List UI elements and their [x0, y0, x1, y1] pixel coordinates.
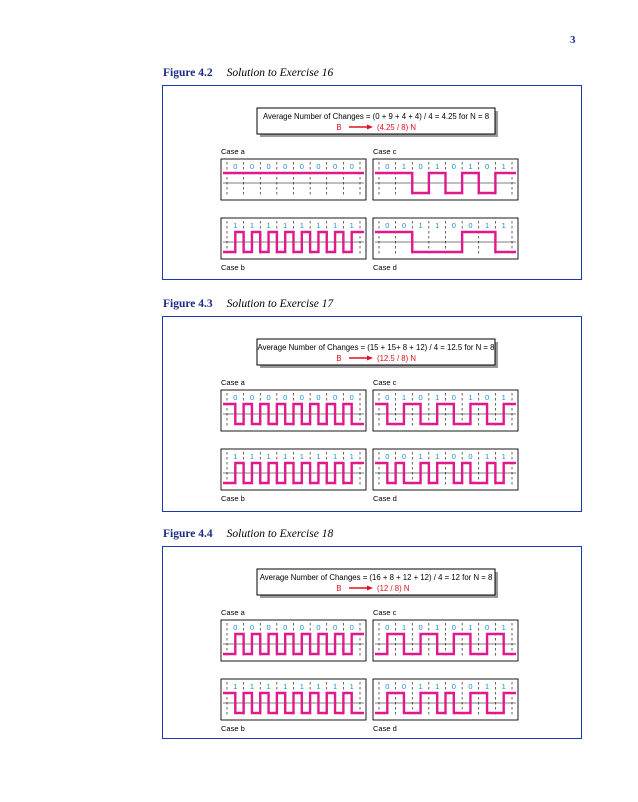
signal-waveform — [223, 463, 364, 483]
bit-value: 1 — [233, 221, 238, 230]
bit-value: 0 — [266, 162, 271, 171]
bandwidth-symbol: B — [336, 584, 342, 593]
figure-title: Solution to Exercise 17 — [226, 298, 334, 310]
bit-value: 0 — [484, 162, 490, 171]
case-label: Case b — [221, 724, 245, 733]
bit-value: 1 — [299, 221, 304, 230]
bit-value: 1 — [283, 682, 288, 691]
figure-caption-4-2 — [163, 67, 333, 79]
bit-value: 1 — [484, 221, 490, 230]
case-label: Case a — [221, 378, 245, 387]
bit-value: 1 — [332, 221, 338, 230]
bit-value: 0 — [249, 623, 255, 632]
figure-label: Figure 4.4 — [163, 528, 213, 540]
bit-value: 0 — [316, 393, 321, 402]
bit-value: 1 — [501, 682, 506, 691]
bit-value: 1 — [316, 221, 321, 230]
figure-title: Solution to Exercise 18 — [226, 528, 334, 540]
case-label: Case a — [221, 147, 245, 156]
bit-value: 0 — [468, 682, 473, 691]
bit-value: 0 — [266, 393, 271, 402]
bit-value: 1 — [435, 162, 440, 171]
signal-waveform — [223, 232, 364, 252]
bit-value: 0 — [418, 393, 423, 402]
bit-value: 1 — [332, 452, 338, 461]
bandwidth-value: (4.25 / 8) N — [377, 123, 416, 132]
bit-value: 0 — [316, 623, 321, 632]
bit-value: 1 — [484, 682, 490, 691]
bit-value: 0 — [401, 682, 407, 691]
case-panel — [221, 679, 366, 733]
case-panel — [221, 608, 366, 661]
case-panel — [221, 449, 366, 503]
bit-value: 1 — [435, 623, 440, 632]
bit-value: 1 — [283, 221, 288, 230]
bit-value: 1 — [435, 682, 440, 691]
bit-value: 1 — [435, 221, 440, 230]
bit-value: 1 — [501, 452, 506, 461]
case-label: Case d — [373, 724, 397, 733]
bit-value: 1 — [349, 682, 354, 691]
bit-value: 0 — [233, 623, 238, 632]
bit-value: 1 — [299, 682, 304, 691]
bit-value: 0 — [283, 623, 288, 632]
bit-value: 0 — [249, 162, 255, 171]
bit-value: 1 — [435, 452, 440, 461]
case-panel — [221, 378, 366, 431]
case-label: Case b — [221, 263, 245, 272]
figure-svg — [163, 547, 581, 738]
bit-value: 0 — [401, 221, 407, 230]
page-number: 3 — [570, 34, 576, 46]
bit-value: 0 — [299, 393, 304, 402]
bit-value: 0 — [418, 162, 423, 171]
bit-value: 0 — [385, 393, 390, 402]
bit-value: 0 — [451, 623, 456, 632]
case-panel — [373, 147, 518, 200]
bit-value: 1 — [249, 682, 255, 691]
bit-value: 1 — [501, 162, 506, 171]
bit-value: 0 — [451, 682, 456, 691]
case-panel — [221, 147, 366, 200]
bit-value: 0 — [484, 393, 490, 402]
bit-value: 1 — [249, 452, 255, 461]
bit-value: 0 — [332, 393, 338, 402]
case-label: Case c — [373, 147, 397, 156]
bit-value: 1 — [401, 162, 407, 171]
bit-value: 0 — [249, 393, 255, 402]
bit-value: 0 — [385, 452, 390, 461]
bit-value: 1 — [233, 452, 238, 461]
bit-value: 1 — [266, 452, 271, 461]
figure-label: Figure 4.3 — [163, 298, 213, 310]
bit-value: 0 — [484, 623, 490, 632]
figure-frame — [162, 316, 582, 512]
case-label: Case c — [373, 378, 397, 387]
case-label: Case d — [373, 263, 397, 272]
bandwidth-symbol: B — [336, 123, 342, 132]
bit-value: 0 — [266, 623, 271, 632]
bit-value: 0 — [349, 623, 354, 632]
bit-value: 0 — [385, 682, 390, 691]
bit-value: 0 — [233, 162, 238, 171]
case-label: Case b — [221, 494, 245, 503]
figure-frame — [162, 85, 582, 280]
bit-value: 0 — [451, 162, 456, 171]
bit-value: 0 — [316, 162, 321, 171]
bit-value: 1 — [316, 452, 321, 461]
bit-value: 1 — [418, 682, 423, 691]
bit-value: 0 — [385, 623, 390, 632]
bit-value: 0 — [451, 393, 456, 402]
figure-label: Figure 4.2 — [163, 67, 213, 79]
bit-value: 1 — [418, 221, 423, 230]
signal-waveform — [223, 634, 364, 654]
figure-frame — [162, 546, 582, 739]
case-panel — [373, 679, 518, 733]
bit-value: 0 — [332, 162, 338, 171]
bit-value: 0 — [385, 221, 390, 230]
bit-value: 0 — [349, 162, 354, 171]
bit-value: 1 — [316, 682, 321, 691]
bit-value: 1 — [484, 452, 490, 461]
formula-text: Average Number of Changes = (16 + 8 + 12 + 12) / 4 = 12 for N = 8 — [259, 573, 493, 582]
bit-value: 0 — [299, 162, 304, 171]
figure-svg — [163, 317, 581, 511]
case-panel — [373, 608, 518, 661]
figure-caption-4-3 — [163, 298, 333, 310]
bit-value: 1 — [283, 452, 288, 461]
figure-title: Solution to Exercise 16 — [226, 67, 334, 79]
bit-value: 1 — [418, 452, 423, 461]
bit-value: 0 — [385, 162, 390, 171]
bit-value: 0 — [401, 452, 407, 461]
figure-svg — [163, 86, 581, 279]
bit-value: 1 — [501, 221, 506, 230]
bandwidth-value: (12.5 / 8) N — [377, 354, 416, 363]
bit-value: 1 — [468, 393, 473, 402]
case-panel — [373, 449, 518, 503]
bit-value: 1 — [401, 393, 407, 402]
bit-value: 0 — [451, 452, 456, 461]
bit-value: 0 — [299, 623, 304, 632]
bit-value: 1 — [349, 452, 354, 461]
bit-value: 1 — [299, 452, 304, 461]
bit-value: 1 — [249, 221, 255, 230]
bit-value: 1 — [435, 393, 440, 402]
case-panel — [221, 218, 366, 272]
bit-value: 0 — [283, 162, 288, 171]
formula-text: Average Number of Changes = (15 + 15+ 8 + 12) / 4 = 12.5 for N = 8 — [257, 343, 495, 352]
bit-value: 1 — [468, 623, 473, 632]
bit-value: 1 — [266, 221, 271, 230]
case-label: Case a — [221, 608, 245, 617]
case-panel — [373, 218, 518, 272]
bit-value: 0 — [233, 393, 238, 402]
signal-waveform — [223, 693, 364, 713]
bandwidth-value: (12 / 8) N — [377, 584, 410, 593]
signal-waveform — [223, 404, 364, 424]
bit-value: 0 — [332, 623, 338, 632]
bit-value: 1 — [266, 682, 271, 691]
figure-caption-4-4 — [163, 528, 333, 540]
bit-value: 0 — [468, 221, 473, 230]
bit-value: 1 — [332, 682, 338, 691]
bit-value: 1 — [468, 162, 473, 171]
bit-value: 0 — [451, 221, 456, 230]
case-panel — [373, 378, 518, 431]
bit-value: 1 — [349, 221, 354, 230]
case-label: Case c — [373, 608, 397, 617]
bit-value: 1 — [501, 623, 506, 632]
bit-value: 0 — [468, 452, 473, 461]
bit-value: 1 — [401, 623, 407, 632]
bit-value: 1 — [233, 682, 238, 691]
bandwidth-symbol: B — [336, 354, 342, 363]
bit-value: 1 — [501, 393, 506, 402]
bit-value: 0 — [349, 393, 354, 402]
formula-text: Average Number of Changes = (0 + 9 + 4 + 4) / 4 = 4.25 for N = 8 — [262, 112, 490, 121]
case-label: Case d — [373, 494, 397, 503]
bit-value: 0 — [418, 623, 423, 632]
bit-value: 0 — [283, 393, 288, 402]
